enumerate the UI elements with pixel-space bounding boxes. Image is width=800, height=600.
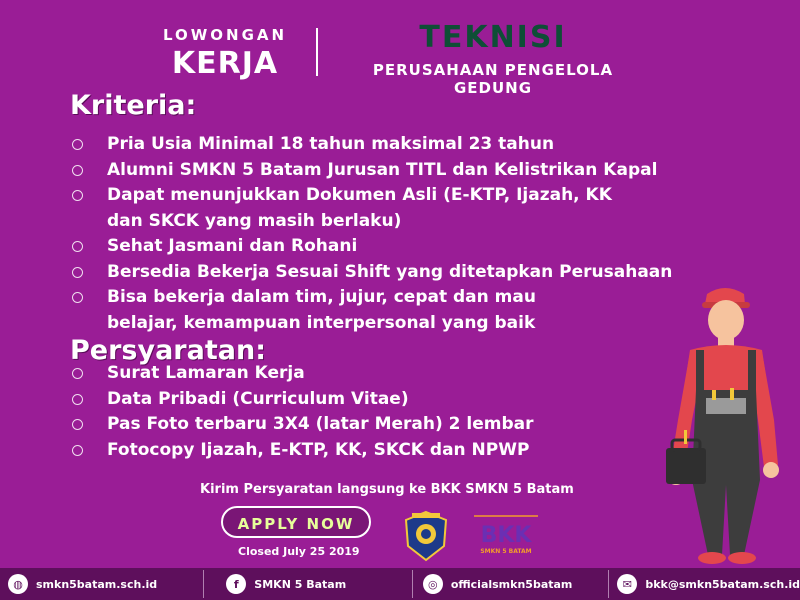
bullet-icon <box>72 394 83 405</box>
persyaratan-title: Persyaratan: <box>70 335 266 366</box>
svg-text:BKK: BKK <box>480 523 532 548</box>
bkk-logo <box>470 512 542 556</box>
footer-website[interactable]: ◍ smkn5batam.sch.id <box>0 574 203 594</box>
bullet-icon <box>72 419 83 430</box>
school-emblem-logo <box>400 508 452 564</box>
bullet-icon <box>72 139 83 150</box>
bullet-icon <box>72 241 83 252</box>
bullet-icon <box>72 165 83 176</box>
list-item: Fotocopy Ijazah, E-KTP, KK, SKCK dan NPWP <box>72 438 534 464</box>
list-item: Bisa bekerja dalam tim, jujur, cepat dan mau belajar, kemampuan interpersonal yang baik <box>72 285 612 336</box>
list-item: Pas Foto terbaru 3X4 (latar Merah) 2 lembar <box>72 412 534 438</box>
facebook-icon: f <box>226 574 246 594</box>
list-item: Pria Usia Minimal 18 tahun maksimal 23 tahun <box>72 132 672 158</box>
list-item: Dapat menunjukkan Dokumen Asli (E-KTP, Ijazah, KK dan SKCK yang masih berlaku) <box>72 183 632 234</box>
kriteria-title: Kriteria: <box>70 90 197 121</box>
kerja-label: KERJA <box>171 46 279 81</box>
header-left <box>150 26 300 81</box>
job-title: TEKNISI <box>419 20 567 55</box>
company-type: PERUSAHAAN PENGELOLA GEDUNG <box>372 61 614 97</box>
send-instructions: Kirim Persyaratan langsung ke BKK SMKN 5 Batam <box>200 482 574 497</box>
list-item: Data Pribadi (Curriculum Vitae) <box>72 387 534 413</box>
bullet-icon <box>72 292 83 303</box>
bullet-icon <box>72 190 83 201</box>
globe-icon: ◍ <box>8 574 28 594</box>
header-right <box>338 20 648 97</box>
technician-illustration <box>650 280 795 570</box>
bullet-icon <box>72 267 83 278</box>
instagram-icon: ◎ <box>423 574 443 594</box>
svg-text:SMKN 5 BATAM: SMKN 5 BATAM <box>480 548 532 555</box>
list-item: Sehat Jasmani dan Rohani <box>72 234 672 260</box>
apply-now-button[interactable]: APPLY NOW <box>221 506 371 538</box>
bullet-icon <box>72 368 83 379</box>
lowongan-label: LOWONGAN <box>162 26 288 44</box>
persyaratan-list <box>72 361 534 463</box>
kriteria-list <box>72 132 672 336</box>
list-item: Bersedia Bekerja Sesuai Shift yang ditetapkan Perusahaan <box>72 260 672 286</box>
list-item: Surat Lamaran Kerja <box>72 361 534 387</box>
footer-instagram[interactable]: ◎ officialsmkn5batam <box>413 574 609 594</box>
footer-facebook[interactable]: f SMKN 5 Batam <box>204 574 412 594</box>
footer-bar <box>0 568 800 600</box>
mail-icon: ✉ <box>617 574 637 594</box>
list-item: Alumni SMKN 5 Batam Jurusan TITL dan Kelistrikan Kapal <box>72 158 672 184</box>
footer-email[interactable]: ✉ bkk@smkn5batam.sch.id <box>609 574 800 594</box>
header-divider <box>316 28 318 76</box>
closing-date: Closed July 25 2019 <box>238 545 360 558</box>
bullet-icon <box>72 445 83 456</box>
